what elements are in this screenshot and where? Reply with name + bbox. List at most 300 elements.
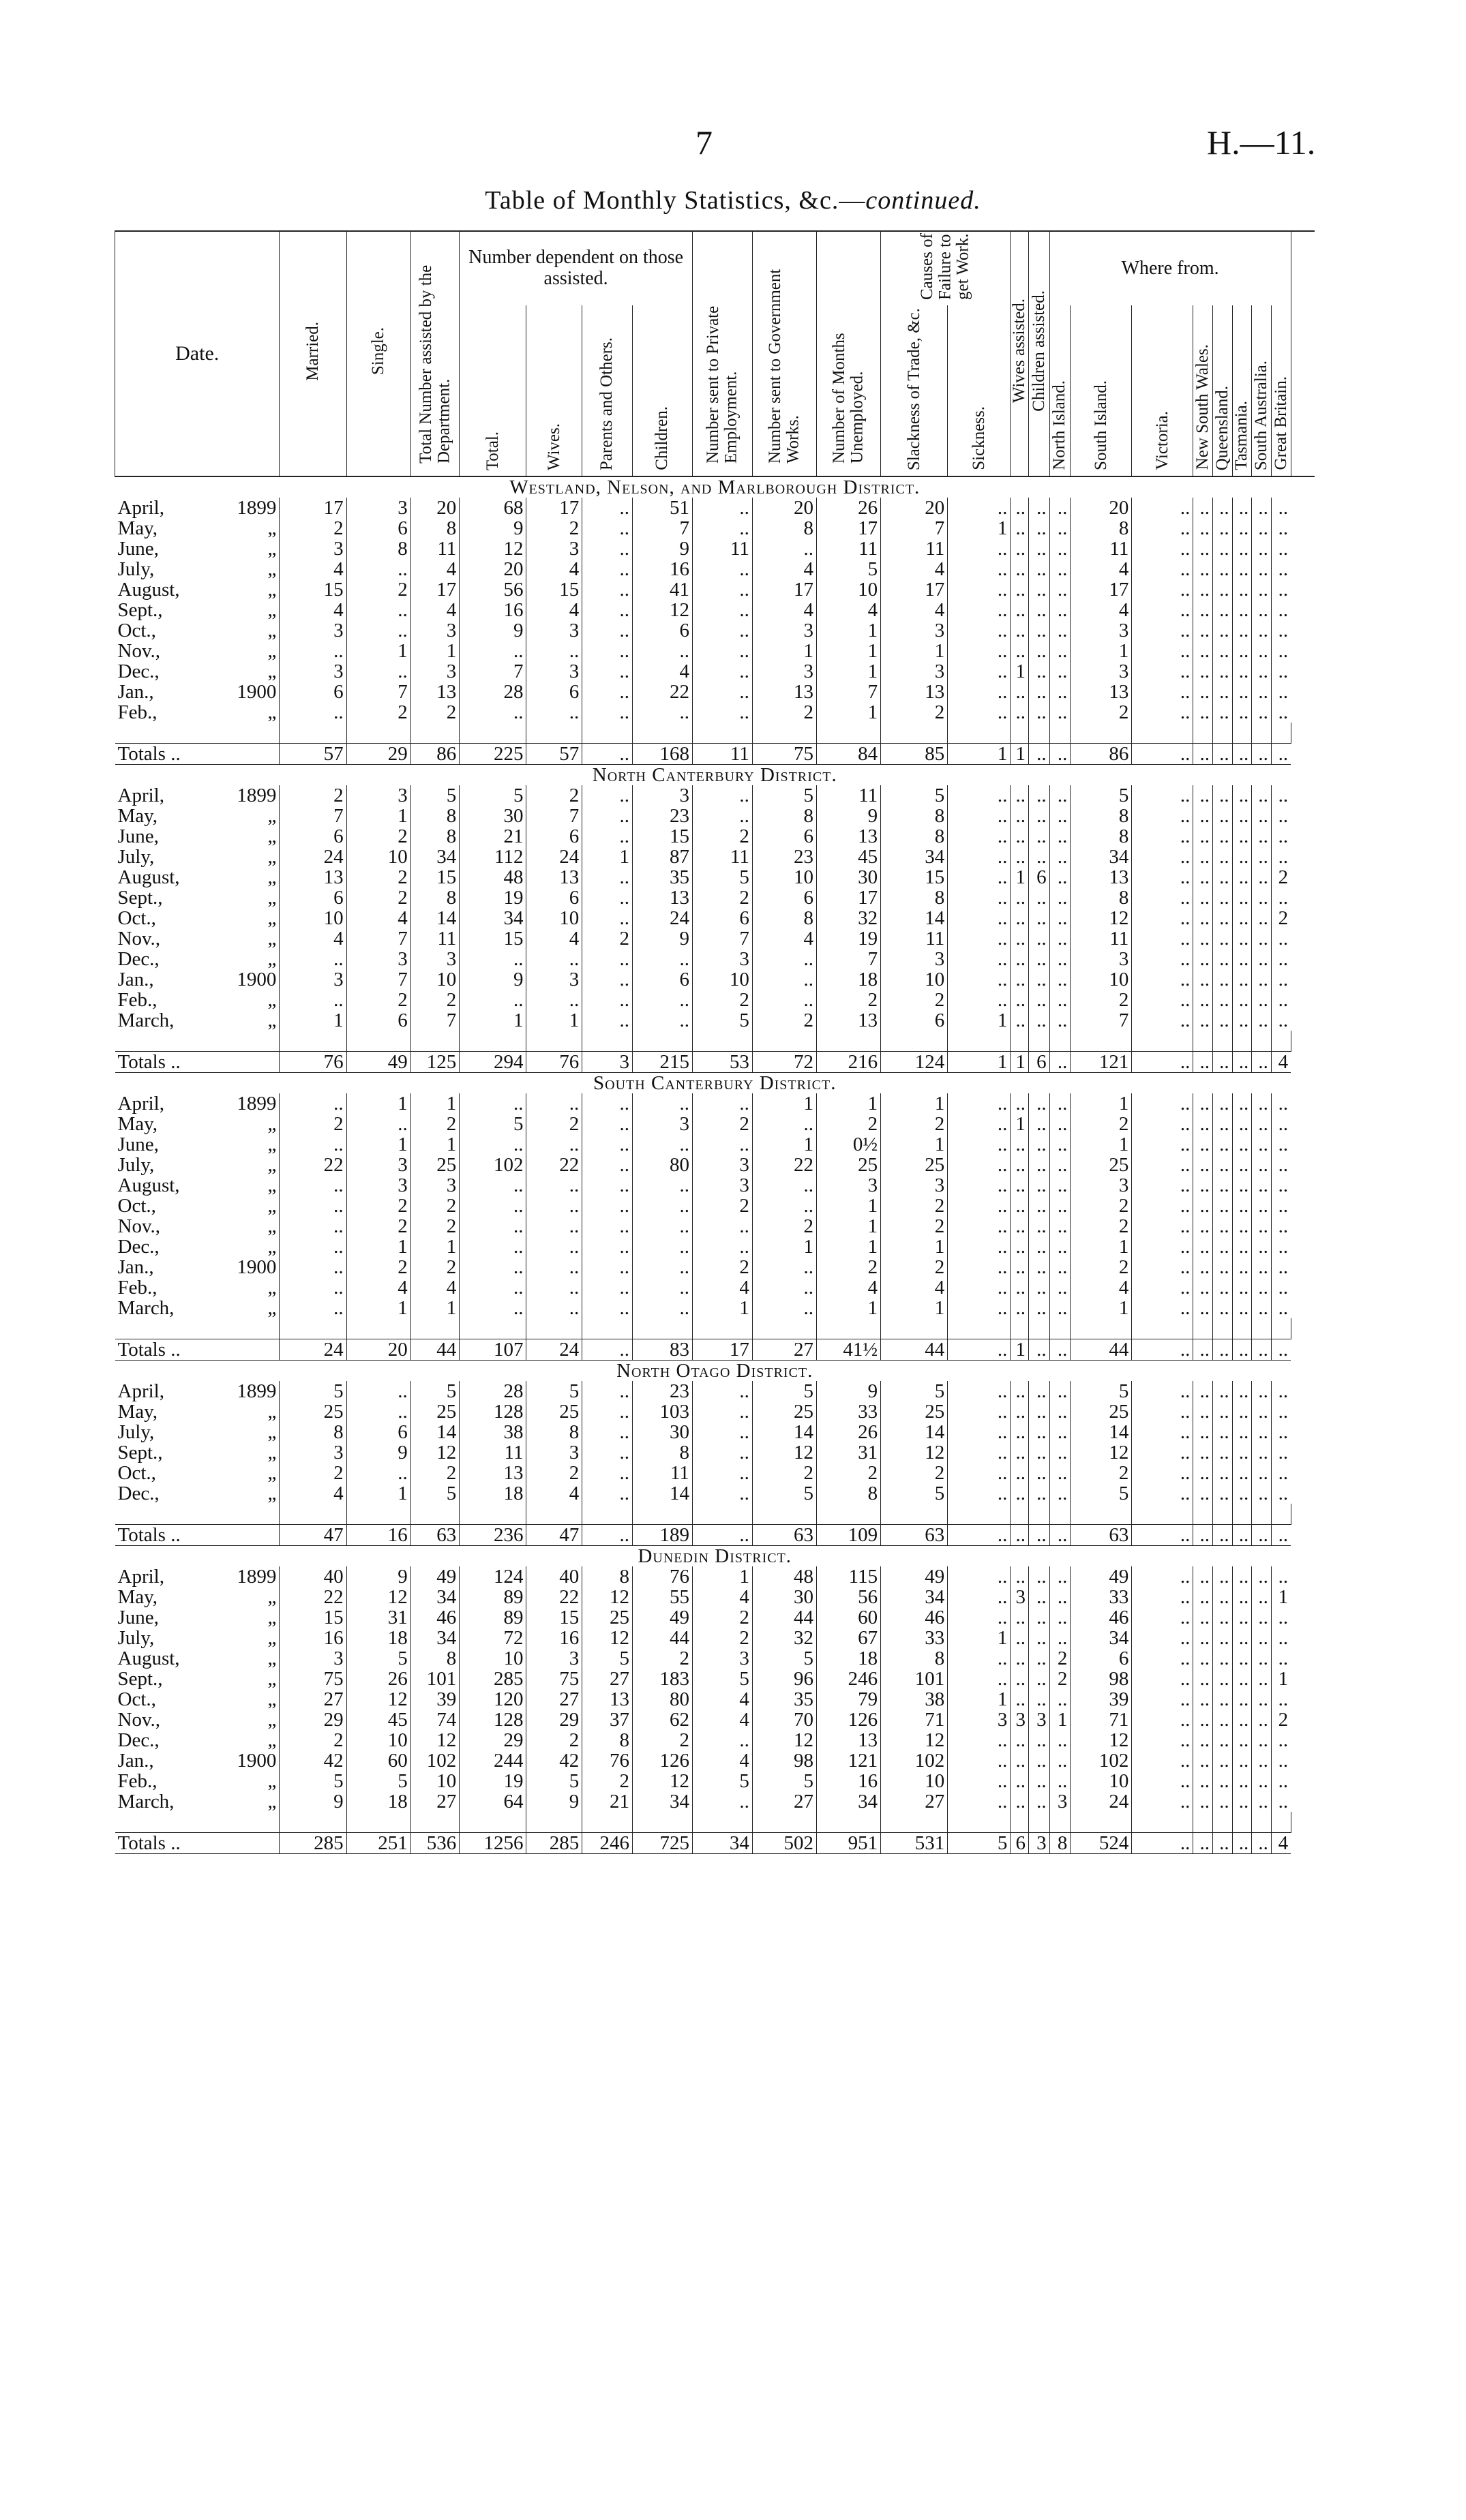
table-cell: .. xyxy=(1011,1524,1029,1545)
date-cell xyxy=(115,990,280,1010)
table-cell: 8 xyxy=(881,826,948,847)
table-cell: 9 xyxy=(460,969,526,990)
table-cell: 1 xyxy=(280,1010,346,1031)
table-cell: 3 xyxy=(526,620,582,641)
table-cell: .. xyxy=(752,949,816,969)
spacer-cell xyxy=(1028,723,1049,744)
table-row xyxy=(115,847,1315,867)
table-cell: .. xyxy=(948,908,1011,928)
table-cell: .. xyxy=(1212,1710,1232,1730)
table-cell: 5 xyxy=(460,1114,526,1134)
table-cell: .. xyxy=(1028,1422,1049,1442)
table-cell: 4 xyxy=(526,600,582,620)
table-cell: .. xyxy=(1271,1463,1291,1483)
table-cell: .. xyxy=(1049,928,1071,949)
table-cell: 15 xyxy=(460,928,526,949)
table-cell: .. xyxy=(1049,1442,1071,1463)
col-wives-assisted: Wives assisted. xyxy=(1011,231,1029,476)
table-cell: .. xyxy=(1193,928,1213,949)
table-cell: .. xyxy=(1028,1134,1049,1155)
table-cell: .. xyxy=(1049,1607,1071,1628)
table-cell: .. xyxy=(1271,1257,1291,1277)
table-cell: .. xyxy=(948,1483,1011,1504)
table-cell: .. xyxy=(948,1463,1011,1483)
table-cell: .. xyxy=(1271,661,1291,682)
table-cell: .. xyxy=(1252,1669,1272,1689)
table-cell: 3 xyxy=(346,1155,410,1175)
table-cell: .. xyxy=(1132,1175,1193,1196)
spacer-cell xyxy=(582,1318,633,1339)
table-cell: 16 xyxy=(817,1771,881,1791)
table-cell: 2 xyxy=(346,1196,410,1216)
spacer-cell xyxy=(1071,723,1132,744)
date-cell xyxy=(115,1566,280,1587)
table-cell: .. xyxy=(280,1216,346,1236)
spacer-cell xyxy=(582,1504,633,1525)
table-cell: .. xyxy=(1271,620,1291,641)
table-cell: .. xyxy=(1252,949,1272,969)
table-cell: .. xyxy=(582,887,633,908)
table-cell: 27 xyxy=(881,1791,948,1812)
table-cell: .. xyxy=(948,806,1011,826)
table-cell: 8 xyxy=(410,518,460,538)
table-cell: 98 xyxy=(1071,1669,1132,1689)
table-cell: 2 xyxy=(1071,1257,1132,1277)
table-row xyxy=(115,1689,1315,1710)
table-cell: 5 xyxy=(410,785,460,806)
table-cell: .. xyxy=(1193,908,1213,928)
table-row xyxy=(115,826,1315,847)
table-cell: 1 xyxy=(1071,1134,1132,1155)
spacer-cell xyxy=(410,1318,460,1339)
table-cell: .. xyxy=(1028,1155,1049,1175)
table-cell: .. xyxy=(1232,826,1252,847)
table-cell: 12 xyxy=(582,1628,633,1648)
spacer-cell xyxy=(692,1504,752,1525)
table-cell: 3 xyxy=(526,969,582,990)
table-cell: .. xyxy=(948,1381,1011,1401)
table-row xyxy=(115,990,1315,1010)
table-cell: .. xyxy=(1232,1669,1252,1689)
table-cell: .. xyxy=(1011,1257,1029,1277)
table-cell: 1 xyxy=(1071,1236,1132,1257)
table-cell: .. xyxy=(1132,518,1193,538)
table-cell: .. xyxy=(1193,1689,1213,1710)
totals-row xyxy=(115,743,1315,764)
table-cell: .. xyxy=(460,1134,526,1155)
table-cell: 2 xyxy=(526,785,582,806)
table-row xyxy=(115,1155,1315,1175)
month: July, xyxy=(117,1626,155,1649)
table-cell: .. xyxy=(1132,1669,1193,1689)
year: „ xyxy=(267,639,277,662)
table-cell: 11 xyxy=(817,538,881,559)
table-cell: .. xyxy=(1271,1175,1291,1196)
table-cell: .. xyxy=(1271,1791,1291,1812)
table-cell: 9 xyxy=(526,1791,582,1812)
table-cell: 30 xyxy=(752,1587,816,1607)
table-cell: 22 xyxy=(526,1587,582,1607)
table-cell: 6 xyxy=(346,1010,410,1031)
table-cell: .. xyxy=(460,1175,526,1196)
month: April, xyxy=(117,1380,164,1402)
spacer-cell xyxy=(1132,723,1193,744)
table-cell: .. xyxy=(582,641,633,661)
table-cell: .. xyxy=(346,600,410,620)
table-cell: .. xyxy=(1049,498,1071,518)
table-cell: 28 xyxy=(460,1381,526,1401)
table-cell: .. xyxy=(692,1463,752,1483)
table-cell: .. xyxy=(1271,785,1291,806)
table-cell: .. xyxy=(1232,806,1252,826)
table-cell: .. xyxy=(1193,1236,1213,1257)
month: May, xyxy=(117,1585,158,1608)
table-cell: 3 xyxy=(881,620,948,641)
spacer-cell xyxy=(1232,1031,1252,1052)
table-cell: 5 xyxy=(752,785,816,806)
table-cell: .. xyxy=(1132,785,1193,806)
table-cell: .. xyxy=(1011,1381,1029,1401)
year: „ xyxy=(267,1276,277,1299)
table-cell: 1 xyxy=(948,518,1011,538)
table-cell: 1 xyxy=(817,1216,881,1236)
table-cell: 63 xyxy=(1071,1524,1132,1545)
table-cell: 13 xyxy=(460,1463,526,1483)
table-cell: .. xyxy=(692,1236,752,1257)
table-cell: .. xyxy=(1028,908,1049,928)
spacer-cell xyxy=(1271,1318,1291,1339)
table-cell: 1 xyxy=(1071,1093,1132,1114)
table-cell: .. xyxy=(1271,579,1291,600)
table-cell: .. xyxy=(1212,1216,1232,1236)
table-cell: .. xyxy=(1193,518,1213,538)
table-cell: 1 xyxy=(817,1298,881,1318)
table-cell: .. xyxy=(1271,743,1291,764)
table-cell: .. xyxy=(1193,969,1213,990)
table-cell: 13 xyxy=(526,867,582,887)
table-cell: .. xyxy=(632,1236,692,1257)
table-cell: .. xyxy=(1049,1524,1071,1545)
table-cell: .. xyxy=(948,1155,1011,1175)
table-cell: 1 xyxy=(948,1051,1011,1072)
table-cell: .. xyxy=(1193,1381,1213,1401)
spacer-cell xyxy=(410,1031,460,1052)
table-cell: .. xyxy=(692,1401,752,1422)
table-cell: 11 xyxy=(692,743,752,764)
table-cell: .. xyxy=(1271,1628,1291,1648)
table-row xyxy=(115,1587,1315,1607)
table-cell: 89 xyxy=(460,1587,526,1607)
table-cell: .. xyxy=(1028,1587,1049,1607)
date-cell xyxy=(115,1607,280,1628)
table-cell: 86 xyxy=(410,743,460,764)
table-cell: .. xyxy=(752,1196,816,1216)
table-cell: .. xyxy=(1011,1463,1029,1483)
spacer-cell xyxy=(1011,723,1029,744)
table-cell: .. xyxy=(632,949,692,969)
table-cell: 14 xyxy=(1071,1422,1132,1442)
table-cell: .. xyxy=(582,743,633,764)
table-row xyxy=(115,1648,1315,1669)
table-cell: .. xyxy=(1232,887,1252,908)
table-cell: .. xyxy=(1132,1277,1193,1298)
table-cell: 101 xyxy=(410,1669,460,1689)
table-cell: .. xyxy=(1271,1381,1291,1401)
table-row xyxy=(115,1114,1315,1134)
table-row xyxy=(115,1381,1315,1401)
table-cell: 7 xyxy=(526,806,582,826)
table-cell: .. xyxy=(1049,1114,1071,1134)
table-cell: 72 xyxy=(752,1051,816,1072)
table-cell: .. xyxy=(1271,969,1291,990)
table-cell: .. xyxy=(632,1175,692,1196)
table-cell: .. xyxy=(1212,785,1232,806)
table-cell: 11 xyxy=(410,928,460,949)
table-cell: .. xyxy=(1011,538,1029,559)
table-cell: 2 xyxy=(752,1463,816,1483)
table-cell: .. xyxy=(1212,1010,1232,1031)
spacer-cell xyxy=(817,1812,881,1833)
year: „ xyxy=(267,619,277,641)
table-cell: 2 xyxy=(526,518,582,538)
month: Sept., xyxy=(117,598,163,621)
spacer-cell xyxy=(582,1812,633,1833)
table-cell: .. xyxy=(1028,1010,1049,1031)
table-cell: .. xyxy=(948,1114,1011,1134)
date-cell xyxy=(115,1236,280,1257)
table-cell: 2 xyxy=(410,1463,460,1483)
table-cell: .. xyxy=(1252,785,1272,806)
table-cell: 8 xyxy=(280,1422,346,1442)
table-cell: .. xyxy=(1271,1093,1291,1114)
table-cell: 9 xyxy=(632,928,692,949)
spacer-cell xyxy=(1291,1812,1315,1833)
spacer-cell xyxy=(1193,1504,1213,1525)
table-cell: 4 xyxy=(752,600,816,620)
table-cell: 17 xyxy=(752,579,816,600)
table-cell: 35 xyxy=(752,1689,816,1710)
table-cell: 3 xyxy=(632,1114,692,1134)
table-cell: .. xyxy=(1028,1566,1049,1587)
table-cell: 1 xyxy=(410,1236,460,1257)
table-cell: 12 xyxy=(1071,1442,1132,1463)
spacer-cell xyxy=(115,1504,280,1525)
table-cell: .. xyxy=(632,1010,692,1031)
table-cell: 31 xyxy=(817,1442,881,1463)
table-cell: .. xyxy=(1252,538,1272,559)
table-cell: .. xyxy=(1028,1298,1049,1318)
table-cell: 244 xyxy=(460,1750,526,1771)
table-cell: 8 xyxy=(346,538,410,559)
table-cell: 12 xyxy=(460,538,526,559)
table-cell: 25 xyxy=(817,1155,881,1175)
table-cell: 12 xyxy=(632,1771,692,1791)
table-cell: 34 xyxy=(410,1587,460,1607)
table-cell: .. xyxy=(582,1196,633,1216)
table-cell: .. xyxy=(1011,1730,1029,1750)
table-cell: 49 xyxy=(346,1051,410,1072)
table-cell: 3 xyxy=(280,661,346,682)
table-cell: 17 xyxy=(881,579,948,600)
table-cell: 4 xyxy=(346,908,410,928)
table-cell: .. xyxy=(1132,702,1193,723)
month: June, xyxy=(117,825,159,847)
table-cell: .. xyxy=(1193,1463,1213,1483)
table-cell: 8 xyxy=(1071,826,1132,847)
table-cell: 7 xyxy=(817,682,881,702)
table-cell: 4 xyxy=(692,1689,752,1710)
table-cell: 70 xyxy=(752,1710,816,1730)
table-cell: 1 xyxy=(881,1298,948,1318)
table-cell: .. xyxy=(1252,1710,1272,1730)
table-cell: 2 xyxy=(692,1257,752,1277)
table-cell: 19 xyxy=(460,887,526,908)
table-cell: .. xyxy=(948,498,1011,518)
table-cell: 23 xyxy=(632,806,692,826)
table-cell: 5 xyxy=(526,1381,582,1401)
table-cell: .. xyxy=(1193,1710,1213,1730)
spacer-cell xyxy=(752,1031,816,1052)
table-cell: 26 xyxy=(346,1669,410,1689)
table-cell: 5 xyxy=(582,1648,633,1669)
table-cell: 30 xyxy=(460,806,526,826)
table-cell: 28 xyxy=(460,682,526,702)
table-cell: 1 xyxy=(692,1298,752,1318)
table-cell: .. xyxy=(1049,1277,1071,1298)
table-cell: .. xyxy=(1132,1422,1193,1442)
table-cell: 10 xyxy=(1071,969,1132,990)
table-cell: .. xyxy=(1232,949,1252,969)
table-cell: 20 xyxy=(460,559,526,579)
table-cell: .. xyxy=(1132,806,1193,826)
table-cell: 46 xyxy=(1071,1607,1132,1628)
table-cell: .. xyxy=(1252,1689,1272,1710)
table-cell: 1 xyxy=(346,1298,410,1318)
table-cell: 3 xyxy=(280,1442,346,1463)
table-cell: 531 xyxy=(881,1832,948,1853)
table-cell: .. xyxy=(1232,969,1252,990)
year: „ xyxy=(267,1009,277,1031)
table-cell: .. xyxy=(1132,1463,1193,1483)
table-header xyxy=(115,231,1315,476)
table-row xyxy=(115,579,1315,600)
table-cell: 1 xyxy=(1011,743,1029,764)
table-cell: 4 xyxy=(881,559,948,579)
table-cell: 32 xyxy=(817,908,881,928)
year: 1900 xyxy=(237,680,277,703)
table-cell: .. xyxy=(1049,682,1071,702)
table-cell: 17 xyxy=(817,518,881,538)
table-cell: .. xyxy=(1271,1689,1291,1710)
table-cell: .. xyxy=(692,806,752,826)
table-row xyxy=(115,1791,1315,1812)
table-cell: .. xyxy=(692,1730,752,1750)
table-cell: .. xyxy=(632,1093,692,1114)
table-cell: .. xyxy=(1049,538,1071,559)
table-cell: .. xyxy=(1193,1669,1213,1689)
table-cell: .. xyxy=(1193,847,1213,867)
table-cell: .. xyxy=(1252,1607,1272,1628)
table-cell: 1 xyxy=(526,1010,582,1031)
table-cell: .. xyxy=(1252,1628,1272,1648)
spacer-cell xyxy=(280,1504,346,1525)
table-cell: .. xyxy=(1193,1114,1213,1134)
table-cell: 1 xyxy=(1011,661,1029,682)
table-row xyxy=(115,1710,1315,1730)
month: June, xyxy=(117,537,159,560)
table-cell: .. xyxy=(1193,1298,1213,1318)
year: „ xyxy=(267,988,277,1011)
table-cell: 1256 xyxy=(460,1832,526,1853)
table-row xyxy=(115,1134,1315,1155)
table-cell: .. xyxy=(1011,928,1029,949)
table-cell: 2 xyxy=(526,1730,582,1750)
table-cell: .. xyxy=(1049,1216,1071,1236)
table-cell: .. xyxy=(1232,1566,1252,1587)
table-cell: 13 xyxy=(632,887,692,908)
table-cell: .. xyxy=(1028,641,1049,661)
table-cell: 41½ xyxy=(817,1339,881,1360)
month: Jan., xyxy=(117,1749,154,1772)
month: Oct., xyxy=(117,907,156,929)
spacer-cell xyxy=(881,1318,948,1339)
table-cell: .. xyxy=(1271,1730,1291,1750)
table-cell: .. xyxy=(582,1155,633,1175)
table-row xyxy=(115,1607,1315,1628)
col-married: Married. xyxy=(280,231,346,476)
spacer-cell xyxy=(1291,1031,1315,1052)
spacer-cell xyxy=(881,1812,948,1833)
table-cell: .. xyxy=(1028,990,1049,1010)
table-cell: 2 xyxy=(1049,1669,1071,1689)
year: „ xyxy=(267,1215,277,1237)
table-cell: .. xyxy=(1132,498,1193,518)
table-cell: 4 xyxy=(346,1277,410,1298)
table-cell: .. xyxy=(1271,702,1291,723)
year: „ xyxy=(267,1626,277,1649)
table-cell: 1 xyxy=(346,1483,410,1504)
table-cell: .. xyxy=(1193,806,1213,826)
date-cell xyxy=(115,1401,280,1422)
table-cell: .. xyxy=(948,1669,1011,1689)
table-cell: .. xyxy=(1271,928,1291,949)
table-cell: .. xyxy=(1049,867,1071,887)
table-cell: .. xyxy=(1028,1771,1049,1791)
table-row xyxy=(115,1750,1315,1771)
table-cell: .. xyxy=(526,1277,582,1298)
table-cell: .. xyxy=(1232,1298,1252,1318)
table-cell: 6 xyxy=(752,887,816,908)
table-cell: 68 xyxy=(460,498,526,518)
table-cell: .. xyxy=(582,1175,633,1196)
table-cell: 2 xyxy=(881,1463,948,1483)
table-cell: .. xyxy=(1212,1381,1232,1401)
table-cell: 76 xyxy=(280,1051,346,1072)
table-cell: 2 xyxy=(280,518,346,538)
table-cell: .. xyxy=(948,969,1011,990)
table-cell: 12 xyxy=(1071,1730,1132,1750)
table-cell: .. xyxy=(1132,1791,1193,1812)
table-cell: 2 xyxy=(1049,1648,1071,1669)
date-cell xyxy=(115,1463,280,1483)
table-cell: 6 xyxy=(526,682,582,702)
table-cell: .. xyxy=(948,990,1011,1010)
date-cell xyxy=(115,887,280,908)
table-cell: .. xyxy=(1212,887,1232,908)
table-cell: .. xyxy=(752,990,816,1010)
table-cell: 34 xyxy=(881,1587,948,1607)
table-cell: 18 xyxy=(346,1628,410,1648)
